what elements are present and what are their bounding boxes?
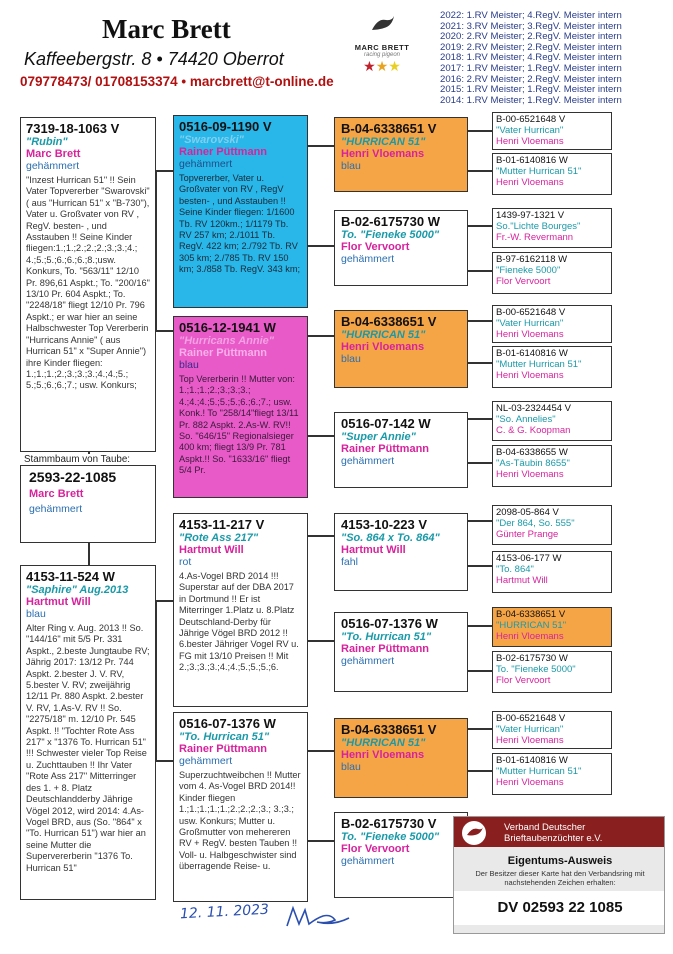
pigeon-ring-number: 7319-18-1063 V: [26, 121, 120, 136]
pigeon-color: blau: [341, 353, 361, 365]
pigeon-name: "Fieneke 5000": [496, 265, 561, 276]
pigeon-name: "Rote Ass 217": [179, 532, 259, 544]
ancestor-card-13: [492, 711, 612, 749]
great-grandparent-card-1: [334, 117, 468, 192]
pigeon-description: 4.As-Vogel BRD 2014 !!! Superstar auf der DBA 2017 in Dortmund !! Er ist Miterringer 1.Platz u. 8.Platz Deutschland-Derby für Jährige Vögel BRD 2012 !! 6.bester Jähriger Vogel RV u. FG mit 13/10 Preisen !! Mit 2.;3.;3.;3.;4.;4.;5.;5.;5.;6.: [179, 571, 299, 673]
pigeon-ring-number: 2098-05-864 V: [496, 507, 559, 518]
great-grandparent-card-4: [334, 412, 468, 488]
pigeon-breeder: Marc Brett: [26, 148, 81, 160]
pigeon-breeder: Henri Vloemans: [496, 469, 564, 480]
grandparent-card-4: [173, 712, 308, 902]
pigeon-breeder: Flor Vervoort: [341, 241, 410, 253]
pigeon-color: blau: [341, 160, 361, 172]
pigeon-ring-number: 0516-07-1376 W: [179, 716, 276, 731]
pigeon-ring-number: B-97-6162118 W: [496, 254, 568, 265]
pigeon-color: gehämmert: [341, 253, 395, 265]
pigeon-color: blau: [341, 761, 361, 773]
pigeon-ring-number: B-01-6140816 W: [496, 755, 568, 766]
pigeon-color: gehämmert: [179, 158, 233, 170]
pigeon-breeder: Rainer Püttmann: [341, 643, 430, 655]
achievement-item: 2022: 1.RV Meister; 4.RegV. Meister intern: [440, 10, 622, 21]
breeder-address: Kaffeebergstr. 8 • 74420 Oberrot: [24, 49, 284, 69]
breeder-contact: 079778473/ 01708153374 • marcbrett@t-online.de: [20, 74, 334, 89]
pigeon-name: "To. Hurrican 51": [179, 731, 270, 743]
pigeon-ring-number: B-04-6338651 V: [341, 314, 437, 329]
ancestor-card-7: [492, 401, 612, 441]
pigeon-ring-number: 0516-12-1941 W: [179, 320, 276, 335]
pigeon-breeder: Henri Vloemans: [341, 749, 425, 761]
achievement-item: 2019: 2.RV Meister; 2.RegV. Meister intern: [440, 41, 622, 53]
pigeon-name: "HURRICAN 51": [341, 136, 426, 148]
pigeon-breeder: Rainer Püttmann: [179, 347, 268, 359]
pigeon-ring-number: B-01-6140816 W: [496, 348, 568, 359]
pigeon-ring-number: 4153-06-177 W: [496, 553, 562, 564]
achievement-item: 2017: 1.RV Meister; 1.RegV. Meister intern: [440, 62, 622, 74]
ancestor-card-3: [492, 208, 612, 248]
pigeon-color: blau: [26, 608, 46, 620]
pigeon-breeder: Rainer Püttmann: [341, 443, 430, 455]
pigeon-color: blau: [179, 359, 199, 371]
pigeon-ring-number: B-04-6338651 V: [496, 609, 566, 620]
pigeon-ring-number: B-02-6175730 W: [496, 653, 568, 664]
pigeon-breeder: Rainer Püttmann: [179, 146, 268, 158]
pigeon-breeder: Henri Vloemans: [496, 136, 564, 147]
pigeon-name: "Saphire" Aug.2013: [26, 584, 129, 596]
pigeon-color: gehämmert: [179, 755, 233, 767]
pigeon-name: "Mutter Hurrican 51": [496, 766, 582, 777]
ancestor-card-12: [492, 651, 612, 693]
pigeon-breeder: Hartmut Will: [341, 544, 406, 556]
pigeon-name: "Vater Hurrican": [496, 125, 564, 136]
pigeon-name: To. "Fieneke 5000": [496, 664, 576, 675]
card-org: Verband Deutscher Brieftaubenzüchter e.V.: [504, 822, 603, 844]
pigeon-ring-number: B-04-6338655 W: [496, 447, 568, 458]
pigeon-name: "Mutter Hurrican 51": [496, 359, 582, 370]
pigeon-breeder: C. & G. Koopman: [496, 425, 571, 436]
association-logo-icon: [462, 821, 486, 845]
pigeon-ring-number: B-00-6521648 V: [496, 114, 566, 125]
pigeon-ring-number: B-00-6521648 V: [496, 307, 566, 318]
ancestor-card-5: [492, 305, 612, 343]
achievement-item: 2014: 1.RV Meister; 1.RegV. Meister intern: [440, 94, 622, 106]
pigeon-name: "Hurricans Annie": [179, 335, 274, 347]
pigeon-ring-number: B-01-6140816 W: [496, 155, 568, 166]
ancestor-card-9: [492, 505, 612, 545]
pigeon-name: "Rubin": [26, 136, 68, 148]
ancestor-card-2: [492, 153, 612, 195]
logo-stars: [346, 59, 418, 73]
star-icon: ★: [375, 58, 389, 74]
card-title: Eigentums-Ausweis: [507, 855, 613, 867]
pigeon-name: "HURRICAN 51": [496, 620, 567, 631]
pigeon-breeder: Flor Vervoort: [341, 843, 410, 855]
pigeon-name: "To. Hurrican 51": [341, 631, 432, 643]
pigeon-ring-number: B-02-6175730 V: [341, 816, 437, 831]
pigeon-breeder: Henri Vloemans: [496, 631, 564, 642]
pigeon-ring-number: 4153-11-524 W: [26, 569, 115, 584]
pigeon-breeder: Henri Vloemans: [496, 329, 564, 340]
pigeon-name: "Vater Hurrican": [496, 724, 564, 735]
subject-ring-number: 2593-22-1085: [29, 469, 117, 485]
grandparent-card-2: [173, 316, 308, 498]
ownership-card: [453, 816, 665, 934]
pigeon-breeder: Henri Vloemans: [496, 777, 564, 788]
pigeon-ring-number: 4153-11-217 V: [179, 517, 265, 532]
pigeon-color: gehämmert: [26, 160, 80, 172]
pigeon-name: "So. 864 x To. 864": [341, 532, 440, 544]
pigeon-breeder: Fr.-W. Revermann: [496, 232, 574, 243]
pigeon-breeder: Henri Vloemans: [496, 735, 564, 746]
pigeon-ring-number: 1439-97-1321 V: [496, 210, 565, 221]
stammbaum-label: Stammbaum von Taube:: [24, 454, 131, 465]
achievement-item: 2016: 2.RV Meister; 2.RegV. Meister intern: [440, 73, 622, 85]
logo: [346, 12, 418, 82]
pigeon-name: "To. 864": [496, 564, 534, 575]
pigeon-name: "Vater Hurrican": [496, 318, 564, 329]
great-grandparent-card-5: [334, 513, 468, 591]
achievement-item: 2020: 2.RV Meister; 2.RegV. Meister intern: [440, 31, 622, 43]
pigeon-breeder: Hartmut Will: [496, 575, 548, 586]
pigeon-ring-number: B-00-6521648 V: [496, 713, 566, 724]
grandparent-card-3: [173, 513, 308, 707]
pigeon-description: "Inzest Hurrican 51" !! Sein Vater Topvererber "Swarovski" ( aus "Hurrican 51" x "B-730"), Vater u. Großvater von RV , RegV. besten- , und Asstauben !! Seine Kinder fliegen:1.;1.;2.;2.;2.;3.;3.;4.; 4.;5.;5.;6.;6.;6.;8.;usw. Konkurs, To. "563/11" 12/10 Pr. 896,61 Aspkt.; To. "200/16" 13/10 Pr. 604 Aspkt.; To. "2248/18" fliegt 12/10 Pr. 796 Aspkt.; er war hier an seine Halbschwester Top Vererberin "Hurricans Annie" ( aus Hurrican 51" x "Super Annie") ihre Kinder fliegen: 1.;1.;1.;2.;3.;3.;3.;4.;4.;5.; 5.;5.;6.;6.;7.; usw. Konkurs;: [26, 175, 150, 391]
ancestor-card-6: [492, 346, 612, 388]
subject-color: gehämmert: [29, 503, 83, 515]
ancestor-card-14: [492, 753, 612, 795]
pigeon-breeder: Günter Prange: [496, 529, 559, 540]
great-grandparent-card-7: [334, 718, 468, 798]
card-text: Der Besitzer dieser Karte hat den Verbandsring mit nachstehenden Zeichen erhalten:: [475, 869, 645, 887]
achievements-list: [440, 11, 622, 106]
ancestor-card-8: [492, 445, 612, 487]
star-icon: ★: [363, 58, 376, 74]
star-icon: ★: [388, 58, 401, 74]
pigeon-breeder: Hartmut Will: [26, 596, 91, 608]
logo-text: MARC BRETT: [354, 43, 410, 52]
pigeon-ring-number: B-02-6175730 W: [341, 214, 440, 229]
pigeon-name: "So. Annelies": [496, 414, 556, 425]
breeder-name-title: Marc Brett: [102, 14, 231, 44]
pigeon-name: "Super Annie": [341, 431, 416, 443]
pigeon-description: Topvererber, Vater u. Großvater von RV , RegV besten- , und Asstauben !! Seine Kinder fliegen: 1/1600 Tb. RV 120km.; 1/1179 Tb. RV 257 km; 2./1011 Tb. RegV. 422 km; 2./792 Tb. RV 305 km; 2./785 Tb. RV 150 km; 3./858 Tb. RegV. 343 km;: [179, 173, 301, 275]
pigeon-name: "HURRICAN 51": [341, 329, 426, 341]
pigeon-ring-number: 0516-07-142 W: [341, 416, 431, 431]
pigeon-breeder: Hartmut Will: [179, 544, 244, 556]
pigeon-ring-number: 0516-09-1190 V: [179, 119, 272, 134]
pigeon-name: "Der 864, So. 555": [496, 518, 575, 529]
pigeon-color: gehämmert: [341, 855, 395, 867]
pigeon-breeder: Flor Vervoort: [496, 675, 551, 686]
pigeon-name: So."Lichte Bourges": [496, 221, 581, 232]
pigeon-breeder: Flor Vervoort: [496, 276, 551, 287]
pigeon-name: "Mutter Hurrican 51": [496, 166, 582, 177]
subject-breeder: Marc Brett: [29, 488, 84, 500]
ancestor-card-10: [492, 551, 612, 593]
great-grandparent-card-3: [334, 310, 468, 388]
pigeon-breeder: Henri Vloemans: [496, 370, 564, 381]
subject-card: [20, 465, 156, 543]
pigeon-breeder: Henri Vloemans: [496, 177, 564, 188]
pigeon-name: "HURRICAN 51": [341, 737, 426, 749]
great-grandparent-card-6: [334, 612, 468, 692]
pigeon-ring-number: 0516-07-1376 W: [341, 616, 438, 631]
pigeon-ring-number: NL-03-2324454 V: [496, 403, 571, 414]
great-grandparent-card-8: [334, 812, 468, 898]
pigeon-description: Top Vererberin !! Mutter von: 1.;1.;1.;2.;3.;3.;3.; 4.;4.;4.;5.;5.;5.;6.;6.;7.; usw. Konk.! To "258/14"fliegt 13/11 Pr. 882 Aspkt. 2.As-W. RV!! So. "646/15" Regionalsieger 400 km; fliegt 13/9 Pr. 781 Aspkt.!! So. "1633/16" fliegt 5/4 Pr.: [179, 374, 299, 476]
pigeon-name: To. "Fieneke 5000": [341, 831, 440, 843]
pigeon-color: gehämmert: [341, 455, 395, 467]
signature-icon: [283, 902, 353, 932]
pigeon-color: gehämmert: [341, 655, 395, 667]
card-ring-number: DV 02593 22 1085: [454, 891, 665, 925]
pigeon-logo-icon: [368, 12, 396, 38]
pigeon-description: Superzuchtweibchen !! Mutter vom 4. As-Vogel BRD 2014!! Kinder fliegen 1.;1.;1.;1.;1.;2.;2.;2.;3.; 3.;3.; usw. Konkurs; Mutter u. Großmutter von mehereren RV + RegV. besten Tauben !! Voll- u. Halbgeschwister sind überragende Reise- u.: [179, 770, 301, 872]
pigeon-breeder: Rainer Püttmann: [179, 743, 268, 755]
pigeon-ring-number: B-04-6338651 V: [341, 722, 437, 737]
pigeon-ring-number: B-04-6338651 V: [341, 121, 437, 136]
achievement-item: 2018: 1.RV Meister; 4.RegV. Meister intern: [440, 52, 622, 64]
pigeon-name: "As-Täubin 8655": [496, 458, 570, 469]
ancestor-card-11: [492, 607, 612, 647]
pigeon-breeder: Henri Vloemans: [341, 341, 425, 353]
pigeon-breeder: Henri Vloemans: [341, 148, 425, 160]
ancestor-card-4: [492, 252, 612, 294]
handwritten-date: 12. 11. 2023: [179, 901, 270, 923]
pigeon-description: Alter Ring v. Aug. 2013 !! So. "144/16" mit 5/5 Pr. 331 Aspkt., 2.beste Jungtaube RV; Jährig 2017: 13/12 Pr. 744 Aspkt. 2.bester J. V. RV, 5.bester V. RV; zweijährig 12/11 Pr. 880 Aspkt. 2.bester V. RV, 1.As-V. RV !! So. "2275/18" m. 12/10 Pr. 545 Aspkt. !! "Tochter Rote Ass 217" x "1376 To. Hurrican 51" !!! Schwester vieler Top Reise u. Zuchttauben !! Ihr Vater "Rote Ass 217" Mitterringer des 1. + 8. Platz Deutschlandderby Jährige Vögel 2012, wird 2014: 4.As-Vogel BRD, aus (So. "864" x "To. Hurrican 51") war hier an seine Mutter die Supervererberin "1376 To. Hurrican 51": [26, 623, 150, 873]
great-grandparent-card-2: [334, 210, 468, 286]
pigeon-name: To. "Fieneke 5000": [341, 229, 440, 241]
mother-card: [20, 565, 156, 900]
pigeon-color: fahl: [341, 556, 358, 568]
achievement-item: 2021: 3.RV Meister; 3.RegV. Meister intern: [440, 20, 622, 32]
logo-subtext: racing pigeon: [363, 52, 401, 58]
pigeon-ring-number: 4153-10-223 V: [341, 517, 428, 532]
pigeon-name: "Swarovski": [179, 134, 244, 146]
father-card: [20, 117, 156, 452]
ancestor-card-1: [492, 112, 612, 150]
pigeon-color: rot: [179, 556, 192, 568]
achievement-item: 2015: 1.RV Meister; 1.RegV. Meister intern: [440, 84, 622, 96]
grandparent-card-1: [173, 115, 308, 308]
